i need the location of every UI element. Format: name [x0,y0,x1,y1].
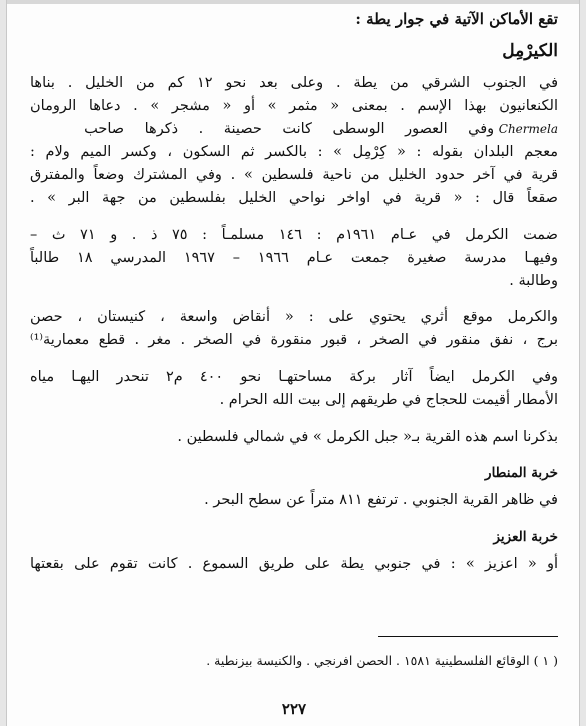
paragraph-line: الأمطار أقيمت للحجاج في طريقهم إلى بيت الله الحرام . [219,392,558,408]
window-right-border [579,0,586,726]
section-heading-muntar: خربة المنطار [485,465,558,481]
paragraph-line-with-latin [30,120,558,138]
intro-line: تقع الأماكن الآتية في جوار يطة : [355,10,558,28]
document-page [30,0,558,726]
paragraph-line: ضمت الكرمل في عـام ١٩٦١م : ١٤٦ مسلمـاً : ٧٥ ذ . و ٧١ ث – [30,227,558,243]
window-left-border [0,0,7,726]
section-heading-aziz: خربة العزيز [493,529,558,545]
paragraph-line: بذكرنا اسم هذه القرية بـ« جبل الكرمل » في شمالي فلسطين . [177,429,558,445]
paragraph-line: وفي العصور الوسطى كانت حصينة . ذكرها صاحب [84,121,495,137]
paragraph-line: وفي الكرمل ايضاً آثار بركة مساحتهـا نحو ٤٠٠ م٢ تنحدر اليهـا مياه [30,369,559,385]
footnote-divider [378,636,558,637]
paragraph-line: وطالبة . [509,273,558,289]
paragraph-line: صقعاً قال : « قرية في اواخر نواحي الخليل بفلسطين من جهة البر » . [30,190,558,206]
footnote: ( ١ ) الوقائع الفلسطينية ١٥٨١ . الحصن افرنجي . والكنيسة بيزنطية . [206,653,558,668]
paragraph-line: قرية في آخر حدود الخليل من ناحية فلسطين » . وفي المشترك وضعاً والمفترق [30,167,558,183]
paragraph-line: أو « اعزيز » : في جنوبي يطة على طريق السموع . كانت تقوم على بقعتها [30,556,558,572]
paragraph-line: برج ، نفق منقور في الصخر ، قبور منقورة في الصخر . مغر . قطع معمارية⁽¹⁾ [30,332,558,348]
paragraph-line: وفيهـا مدرسة صغيرة جمعت عـام ١٩٦٦ – ١٩٦٧ المدرسي ١٨ طالباً [30,250,559,266]
paragraph-line: في الجنوب الشرقي من يطة . وعلى بعد نحو ١٢ كم من الخليل . بناها [30,75,558,91]
latin-word: Chermela [498,122,558,136]
paragraph-line: معجم البلدان بقوله : « كِرْمِل » : بالكسر ثم السكون ، وكسر الميم ولام : [30,144,558,160]
section-heading-carmel: الكيرْمِل [502,41,558,61]
paragraph-line: والكرمل موقع أثري يحتوي على : « أنقاض واسعة ، كنيستان ، حصن [30,309,558,325]
paragraph-line: في ظاهر القرية الجنوبي . ترتفع ٨١١ متراً عن سطح البحر . [204,492,558,508]
page-number: ٢٢٧ [281,700,307,718]
paragraph-line: الكنعانيون بهذا الإسم . بمعنى « مثمر » أو « مشجر » . دعاها الرومان [30,98,558,114]
